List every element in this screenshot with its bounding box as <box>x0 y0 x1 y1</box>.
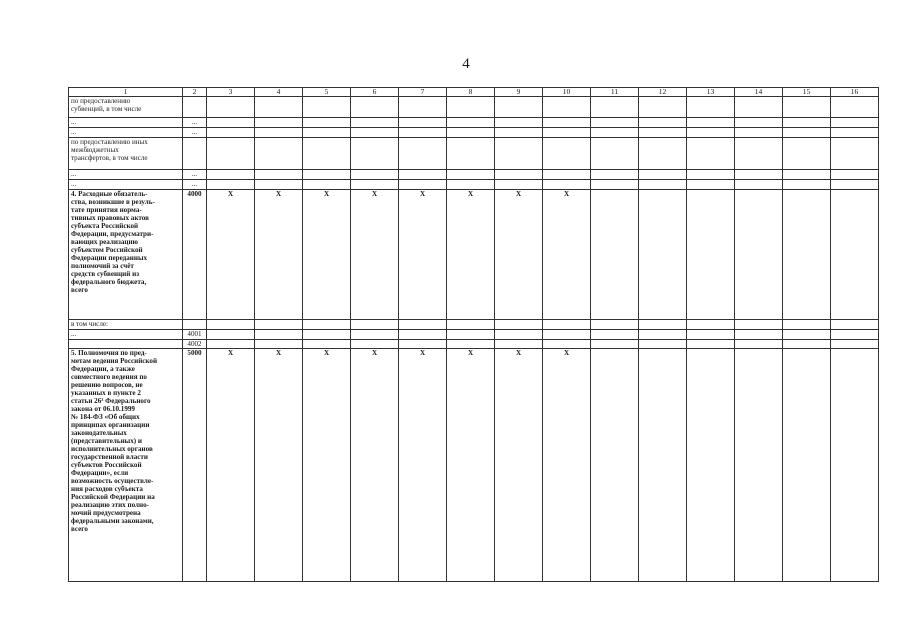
empty-cell <box>351 97 399 118</box>
empty-cell <box>639 180 687 190</box>
empty-cell <box>399 330 447 340</box>
header-col-11: 11 <box>591 88 639 97</box>
empty-cell <box>543 170 591 180</box>
empty-cell <box>447 340 495 349</box>
row-label: по предоставлению иных межбюджетных трансфертов, в том числе <box>69 138 183 170</box>
empty-cell <box>639 128 687 138</box>
header-col-8: 8 <box>447 88 495 97</box>
table-row <box>69 330 879 340</box>
header-row <box>69 88 879 97</box>
empty-cell <box>639 97 687 118</box>
empty-cell <box>447 97 495 118</box>
empty-cell <box>255 170 303 180</box>
empty-cell <box>303 128 351 138</box>
empty-cell <box>783 180 831 190</box>
row-code <box>183 320 207 330</box>
empty-cell <box>351 180 399 190</box>
header-col-1: 1 <box>69 88 183 97</box>
header-col-15: 15 <box>783 88 831 97</box>
empty-cell <box>399 97 447 118</box>
empty-cell <box>735 180 783 190</box>
empty-cell <box>351 340 399 349</box>
empty-cell <box>831 118 879 128</box>
empty-cell <box>687 97 735 118</box>
row-code <box>183 97 207 118</box>
empty-cell <box>783 97 831 118</box>
empty-cell <box>831 320 879 330</box>
empty-cell <box>495 330 543 340</box>
empty-cell <box>735 349 783 582</box>
row-code: ... <box>183 170 207 180</box>
header-col-5: 5 <box>303 88 351 97</box>
empty-cell <box>831 97 879 118</box>
empty-cell <box>591 330 639 340</box>
empty-cell <box>495 340 543 349</box>
empty-cell <box>447 320 495 330</box>
empty-cell <box>783 170 831 180</box>
obligations-table <box>68 87 879 582</box>
empty-cell <box>207 128 255 138</box>
x-mark: X <box>207 349 255 582</box>
empty-cell <box>783 138 831 170</box>
x-mark: X <box>351 190 399 320</box>
empty-cell <box>399 118 447 128</box>
row-label: 5. Полномочия по пред- метам ведения Российской Федерации, а также совместного ведения по решению вопросов, не указанных в пункте 2 статьи 26³ Федерального закона от 06.10.1999 № 184-ФЗ «Об общих принципах организации законодательных (представительных) и исполнительных органов государственной власти субъектов Российской Федерации», если возможность осуществле- ния расходов субъекта Российской Федерации на реализацию этих полно- мочий предусмотрена федеральными законами, всего <box>69 349 183 582</box>
empty-cell <box>591 340 639 349</box>
x-mark: X <box>543 190 591 320</box>
table-row <box>69 170 879 180</box>
header-col-10: 10 <box>543 88 591 97</box>
empty-cell <box>639 190 687 320</box>
page-number: 4 <box>462 56 470 72</box>
empty-cell <box>687 330 735 340</box>
header-col-4: 4 <box>255 88 303 97</box>
row-label: 4. Расходные обязатель- ства, возникшие в резуль- тате принятия норма- тивных правовых актов субъекта Российской Федерации, предусматри- вающих реализацию субъектом Российской Федерации переданных полномочий за счёт средств субвенций из федерального бюджета, всего <box>69 190 183 320</box>
empty-cell <box>303 320 351 330</box>
empty-cell <box>735 190 783 320</box>
empty-cell <box>735 138 783 170</box>
table-row <box>69 190 879 320</box>
x-mark: X <box>399 349 447 582</box>
empty-cell <box>687 138 735 170</box>
empty-cell <box>495 180 543 190</box>
empty-cell <box>207 118 255 128</box>
empty-cell <box>255 138 303 170</box>
empty-cell <box>687 349 735 582</box>
empty-cell <box>207 170 255 180</box>
empty-cell <box>639 349 687 582</box>
empty-cell <box>399 128 447 138</box>
x-mark: X <box>495 349 543 582</box>
x-mark: X <box>255 190 303 320</box>
empty-cell <box>591 118 639 128</box>
empty-cell <box>543 340 591 349</box>
row-code: 4001 <box>183 330 207 340</box>
empty-cell <box>495 128 543 138</box>
empty-cell <box>831 330 879 340</box>
table-row <box>69 118 879 128</box>
empty-cell <box>255 97 303 118</box>
row-label: ... <box>69 128 183 138</box>
empty-cell <box>591 320 639 330</box>
empty-cell <box>639 320 687 330</box>
empty-cell <box>639 330 687 340</box>
empty-cell <box>351 118 399 128</box>
empty-cell <box>303 340 351 349</box>
empty-cell <box>351 330 399 340</box>
empty-cell <box>735 170 783 180</box>
x-mark: X <box>543 349 591 582</box>
table-row <box>69 180 879 190</box>
empty-cell <box>351 128 399 138</box>
row-label: в том числе: <box>69 320 183 330</box>
empty-cell <box>447 180 495 190</box>
header-col-6: 6 <box>351 88 399 97</box>
row-label: по предоставлению субвенций, в том числе <box>69 97 183 118</box>
empty-cell <box>783 340 831 349</box>
header-col-9: 9 <box>495 88 543 97</box>
empty-cell <box>447 118 495 128</box>
empty-cell <box>303 180 351 190</box>
empty-cell <box>591 97 639 118</box>
empty-cell <box>543 128 591 138</box>
row-code: 4002 <box>183 340 207 349</box>
x-mark: X <box>351 349 399 582</box>
empty-cell <box>735 118 783 128</box>
row-label: ... <box>69 118 183 128</box>
row-label: ... <box>69 180 183 190</box>
empty-cell <box>543 330 591 340</box>
x-mark: X <box>447 349 495 582</box>
empty-cell <box>783 118 831 128</box>
empty-cell <box>447 138 495 170</box>
empty-cell <box>735 128 783 138</box>
empty-cell <box>207 320 255 330</box>
empty-cell <box>783 190 831 320</box>
empty-cell <box>831 138 879 170</box>
empty-cell <box>207 340 255 349</box>
empty-cell <box>639 170 687 180</box>
empty-cell <box>591 180 639 190</box>
empty-cell <box>255 340 303 349</box>
row-code: 4000 <box>183 190 207 320</box>
empty-cell <box>351 320 399 330</box>
empty-cell <box>207 180 255 190</box>
empty-cell <box>399 180 447 190</box>
empty-cell <box>495 320 543 330</box>
x-mark: X <box>399 190 447 320</box>
header-col-7: 7 <box>399 88 447 97</box>
empty-cell <box>255 118 303 128</box>
empty-cell <box>831 180 879 190</box>
row-code: ... <box>183 118 207 128</box>
row-code: ... <box>183 128 207 138</box>
empty-cell <box>783 349 831 582</box>
empty-cell <box>399 170 447 180</box>
empty-cell <box>591 128 639 138</box>
empty-cell <box>831 128 879 138</box>
row-code: 5000 <box>183 349 207 582</box>
empty-cell <box>687 128 735 138</box>
empty-cell <box>831 190 879 320</box>
header-col-14: 14 <box>735 88 783 97</box>
empty-cell <box>591 349 639 582</box>
empty-cell <box>255 330 303 340</box>
empty-cell <box>735 320 783 330</box>
empty-cell <box>255 320 303 330</box>
empty-cell <box>831 170 879 180</box>
empty-cell <box>351 138 399 170</box>
empty-cell <box>303 138 351 170</box>
empty-cell <box>783 330 831 340</box>
empty-cell <box>639 138 687 170</box>
empty-cell <box>351 170 399 180</box>
empty-cell <box>543 118 591 128</box>
empty-cell <box>783 320 831 330</box>
table-row <box>69 128 879 138</box>
x-mark: X <box>255 349 303 582</box>
row-label: ... <box>69 170 183 180</box>
table-row <box>69 320 879 330</box>
header-col-3: 3 <box>207 88 255 97</box>
x-mark: X <box>447 190 495 320</box>
empty-cell <box>831 349 879 582</box>
empty-cell <box>735 340 783 349</box>
empty-cell <box>399 138 447 170</box>
empty-cell <box>399 320 447 330</box>
empty-cell <box>303 170 351 180</box>
table-row <box>69 340 879 349</box>
empty-cell <box>495 170 543 180</box>
empty-cell <box>687 340 735 349</box>
empty-cell <box>591 170 639 180</box>
empty-cell <box>687 118 735 128</box>
empty-cell <box>255 180 303 190</box>
empty-cell <box>543 97 591 118</box>
row-label: ... <box>69 330 183 340</box>
row-label <box>69 340 183 349</box>
empty-cell <box>591 190 639 320</box>
empty-cell <box>303 118 351 128</box>
table-row <box>69 349 879 582</box>
empty-cell <box>687 190 735 320</box>
empty-cell <box>543 138 591 170</box>
empty-cell <box>495 138 543 170</box>
row-code: ... <box>183 180 207 190</box>
empty-cell <box>303 97 351 118</box>
empty-cell <box>447 128 495 138</box>
empty-cell <box>543 320 591 330</box>
empty-cell <box>255 128 303 138</box>
header-col-13: 13 <box>687 88 735 97</box>
empty-cell <box>207 330 255 340</box>
empty-cell <box>207 97 255 118</box>
empty-cell <box>687 180 735 190</box>
table-row <box>69 138 879 170</box>
header-col-2: 2 <box>183 88 207 97</box>
empty-cell <box>639 118 687 128</box>
empty-cell <box>447 330 495 340</box>
header-col-12: 12 <box>639 88 687 97</box>
empty-cell <box>687 320 735 330</box>
empty-cell <box>207 138 255 170</box>
empty-cell <box>495 97 543 118</box>
empty-cell <box>447 170 495 180</box>
empty-cell <box>303 330 351 340</box>
empty-cell <box>591 138 639 170</box>
empty-cell <box>495 118 543 128</box>
x-mark: X <box>303 190 351 320</box>
row-code <box>183 138 207 170</box>
x-mark: X <box>495 190 543 320</box>
x-mark: X <box>303 349 351 582</box>
table-row <box>69 97 879 118</box>
empty-cell <box>831 340 879 349</box>
empty-cell <box>687 170 735 180</box>
empty-cell <box>543 180 591 190</box>
header-col-16: 16 <box>831 88 879 97</box>
empty-cell <box>735 330 783 340</box>
empty-cell <box>399 340 447 349</box>
empty-cell <box>783 128 831 138</box>
x-mark: X <box>207 190 255 320</box>
empty-cell <box>639 340 687 349</box>
empty-cell <box>735 97 783 118</box>
